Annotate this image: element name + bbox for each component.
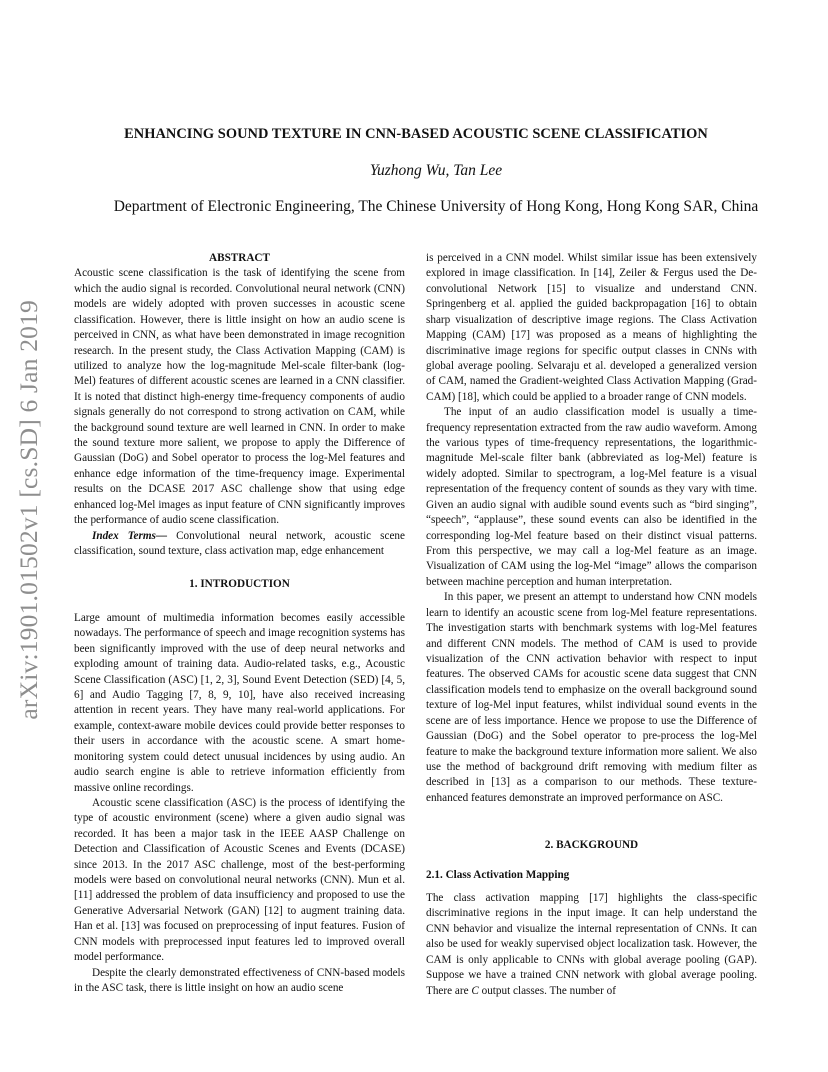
intro-paragraph-3-continued: is perceived in a CNN model. Whilst similar issue has been extensively explored in image classification. In [14], Zeiler & Fergus used the De-convolutional Network [15] to visualize and understand CNN. Springenberg et al. applied the guided backpropagation [16] to obtain sharp visualization of descriptive image regions. The Class Activation Mapping (CAM) [17] was proposed as a means of highlighting the discriminative image regions for specific output classes in CNNs with global average pooling. Selvaraju et al. developed a generalized version of CAM, named the Gradient-weighted Class Activation Mapping (Grad-CAM) [18], which could be applied to a broader range of CNN models.: [426, 252, 757, 403]
abstract-heading: ABSTRACT: [209, 252, 270, 264]
background-paragraph-1-b: output classes. The number of: [478, 984, 616, 997]
index-terms: [74, 529, 405, 560]
paper-affiliation: Department of Electronic Engineering, The Chinese University of Hong Kong, Hong Kong SAR, China: [113, 198, 759, 215]
introduction-heading: 1. INTRODUCTION: [189, 578, 290, 591]
index-terms-text: Convolutional neural network, acoustic scene classification, sound texture, class activation map, edge enhancement: [74, 529, 405, 558]
arxiv-identifier: [11, 300, 51, 765]
index-terms-label: Index Terms—: [92, 529, 168, 542]
intro-paragraph-3: Despite the clearly demonstrated effectiveness of CNN-based models in the ASC task, there is little insight on how an audio scene: [74, 966, 405, 994]
arxiv-identifier-text: arXiv:1901.01502v1 [cs.SD] 6 Jan 2019: [14, 300, 43, 720]
background-paragraph-1-a: The class activation mapping [17] highlights the class-specific discriminative regions in the input image. It can help understand the CNN behavior and visualize the internal representation of CNNs. It can also be used for weakly supervised object localization task. However, the CAM is only applicable to CNNs with global average pooling (GAP). Suppose we have a trained CNN network with global average pooling. There are: [426, 892, 757, 997]
right-column: [426, 251, 757, 999]
left-column: [74, 251, 405, 996]
paper-title: ENHANCING SOUND TEXTURE IN CNN-BASED ACOUSTIC SCENE CLASSIFICATION: [124, 126, 708, 142]
intro-paragraph-1: Large amount of multimedia information becomes easily accessible nowadays. The performance of speech and image recognition systems has been significantly improved with the use of deep neural networks and exploding amount of training data. Audio-related tasks, e.g., Acoustic Scene Classification (ASC) [1, 2, 3], Sound Event Detection (SED) [4, 5, 6] and Audio Tagging [7, 8, 9, 10], have also received increasing attention in recent years. They have many real-world applications. For example, context-aware mobile devices could provide better responses to their users in accordance with the acoustic scene. A smart home-monitoring system could detect unusual incidences by using audio. An audio search engine is able to retrieve information efficiently from massive online recordings.: [74, 611, 405, 794]
variable-c: C: [471, 984, 479, 997]
background-paragraph-1: [426, 891, 757, 999]
paper-authors: Yuzhong Wu, Tan Lee: [369, 162, 503, 179]
abstract-text: Acoustic scene classification is the task of identifying the scene from which the audio signal is recorded. Convolutional neural network (CNN) models are widely adopted with proven successes in acoustic scene classification. However, there is little insight on how an audio scene is perceived in CNN, as what have been demonstrated in image recognition research. In the present study, the Class Activation Mapping (CAM) is utilized to analyze how the log-magnitude Mel-scale filter-bank (log-Mel) features of different acoustic scenes are learned in a CNN classifier. It is noted that distinct high-energy time-frequency components of audio signals generally do not correspond to strong activation on CAM, while the background sound texture are well learned in CNN. In order to make the sound texture more salient, we propose to apply the Difference of Gaussian (DoG) and Sobel operator to process the log-Mel features and enhance edge information of the time-frequency image. Experimental results on the DCASE 2017 ASC challenge show that using edge enhanced log-Mel images as input feature of CNN significantly improves the performance of audio scene classification.: [74, 267, 405, 527]
background-heading: 2. BACKGROUND: [544, 839, 639, 852]
intro-paragraph-2: Acoustic scene classification (ASC) is the process of identifying the type of acoustic environment (scene) where a given audio signal was recorded. It has been a major task in the IEEE AASP Challenge on Detection and Classification of Acoustic Scenes and Events (DCASE) since 2013. In the 2017 ASC challenge, most of the best-performing models were based on convolutional neural networks (CNN). Mun et al. [11] addressed the problem of data insufficiency and proposed to use the Generative Adversarial Network (GAN) [12] to augment training data. Han et al. [13] was focused on preprocessing of input features. Fusion of CNN models with preprocessed input features led to improved overall model performance.: [74, 796, 405, 964]
intro-paragraph-4: The input of an audio classification model is usually a time-frequency representation extracted from the raw audio waveform. Among the various types of time-frequency representations, the logarithmic-magnitude Mel-scale filter bank (abbreviated as log-Mel) feature is widely adopted. Similar to spectrogram, a log-Mel feature is a visual representation of the frequency content of sounds as they vary with time. Given an audio signal with audible sound events such as “bird singing”, “speech”, “applause”, these sound events can also be identified in the corresponding log-Mel feature based on their distinct visual patterns. From this perspective, we may call a log-Mel feature as an image. Visualization of CAM using the log-Mel “image” allows the comparison between machine perception and human interpretation.: [426, 406, 757, 588]
intro-paragraph-5: In this paper, we present an attempt to understand how CNN models learn to identify an acoustic scene from log-Mel feature representations. The investigation starts with benchmark systems with log-Mel features and different CNN models. The method of CAM is used to provide visualization of the CNN activation behavior with respect to input features. The observed CAMs for acoustic scene data suggest that CNN classification models tend to emphasize on the overall background sound texture of log-Mel input features, whilst individual sound events in the scene are of less importance. Hence we propose to use the Difference of Gaussian (DoG) and the Sobel operator to pre-process the log-Mel feature to make the background texture information more salient. We also use the method of background drift removing with medium filter as described in [13] as a comparison to our methods. These texture-enhanced features demonstrate an improved performance on ASC.: [426, 591, 757, 804]
subsection-heading-cam: 2.1. Class Activation Mapping: [426, 868, 570, 881]
